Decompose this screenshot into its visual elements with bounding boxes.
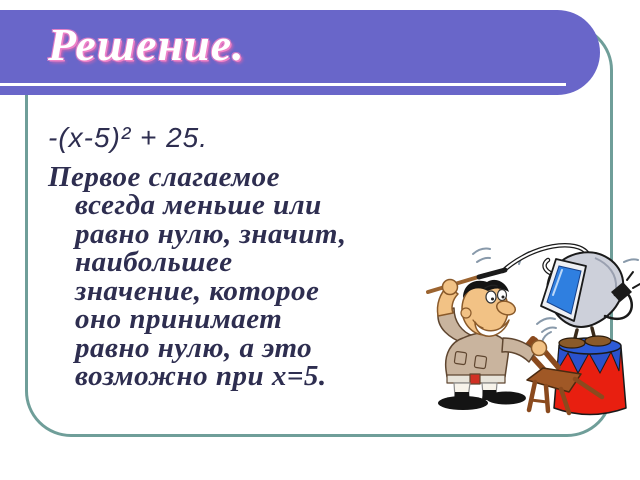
text-line: возможно при х=5. — [75, 360, 327, 392]
solution-paragraph — [48, 160, 448, 392]
text-line: значение, которое — [75, 274, 320, 307]
text-line: наибольшее — [75, 246, 233, 278]
text-line: Первое слагаемое — [48, 160, 280, 193]
monitor-creature — [541, 252, 640, 348]
banner-underline — [0, 83, 566, 86]
page-title: Решение. — [48, 19, 245, 70]
circus-trainer-illustration — [425, 240, 640, 418]
text-line: равно нулю, а это — [75, 331, 313, 364]
text-line: оно принимает — [75, 303, 283, 335]
text-line: равно нулю, значит, — [75, 217, 347, 250]
text-line: всегда меньше или — [75, 189, 322, 221]
solution-text-block — [48, 124, 448, 391]
solution-formula: -(х-5)² + 25. — [48, 122, 209, 153]
